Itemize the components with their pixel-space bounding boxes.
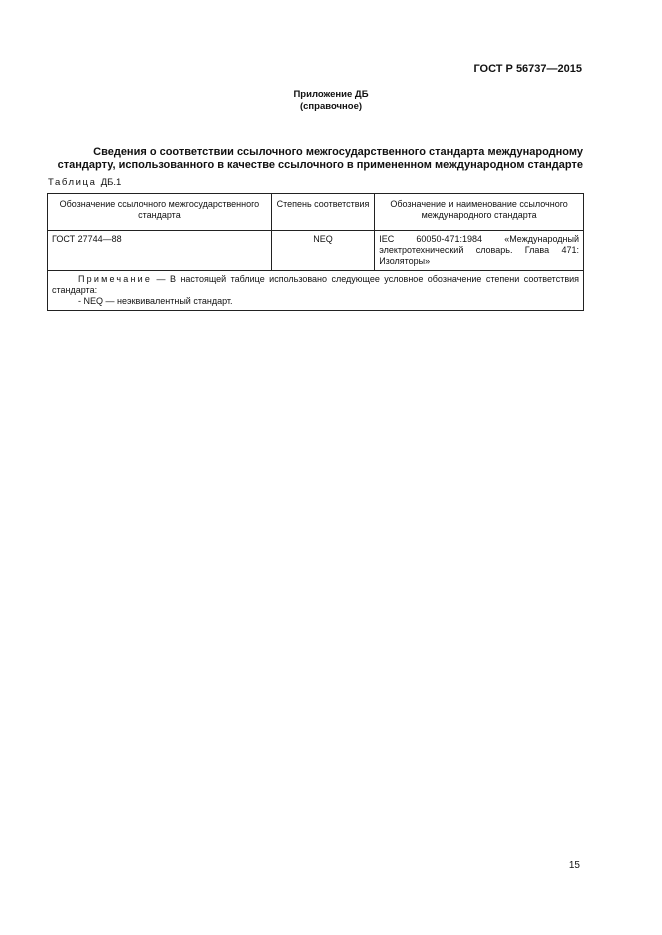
appendix-title: Приложение ДБ <box>293 89 369 100</box>
table-row <box>48 231 584 271</box>
section-heading: Сведения о соответствии ссылочного межгосударственного стандарта международному стандарту, использованного в качестве ссылочного в примененном международном стандарте <box>57 146 583 171</box>
cell-degree: NEQ <box>271 231 374 271</box>
correspondence-table <box>47 193 584 311</box>
table-header-row <box>48 194 584 231</box>
header-standard: Обозначение ссылочного межгосударственного стандарта <box>48 194 272 231</box>
note-item: - NEQ — неэквивалентный стандарт. <box>78 296 233 306</box>
document-code: ГОСТ Р 56737—2015 <box>473 63 582 75</box>
table-caption <box>48 177 121 188</box>
table-caption-number: ДБ.1 <box>100 177 122 188</box>
cell-international: IEC 60050-471:1984 «Международный электротехнический словарь. Глава 471: Изоляторы» <box>375 231 584 271</box>
header-degree: Степень соответствия <box>271 194 374 231</box>
note-text: — В настоящей таблице использовано следующее условное обозначение степени соответствия стандарта: <box>52 274 579 295</box>
header-international: Обозначение и наименование ссылочного международного стандарта <box>375 194 584 231</box>
appendix-subtitle: (справочное) <box>299 101 363 112</box>
appendix-heading <box>0 89 662 113</box>
table-caption-label: Таблица <box>48 177 97 188</box>
note-label: Примечание <box>78 274 153 284</box>
page-number: 15 <box>568 860 580 871</box>
table-note-row <box>48 271 584 311</box>
cell-standard: ГОСТ 27744—88 <box>48 231 272 271</box>
table-note <box>48 271 584 311</box>
